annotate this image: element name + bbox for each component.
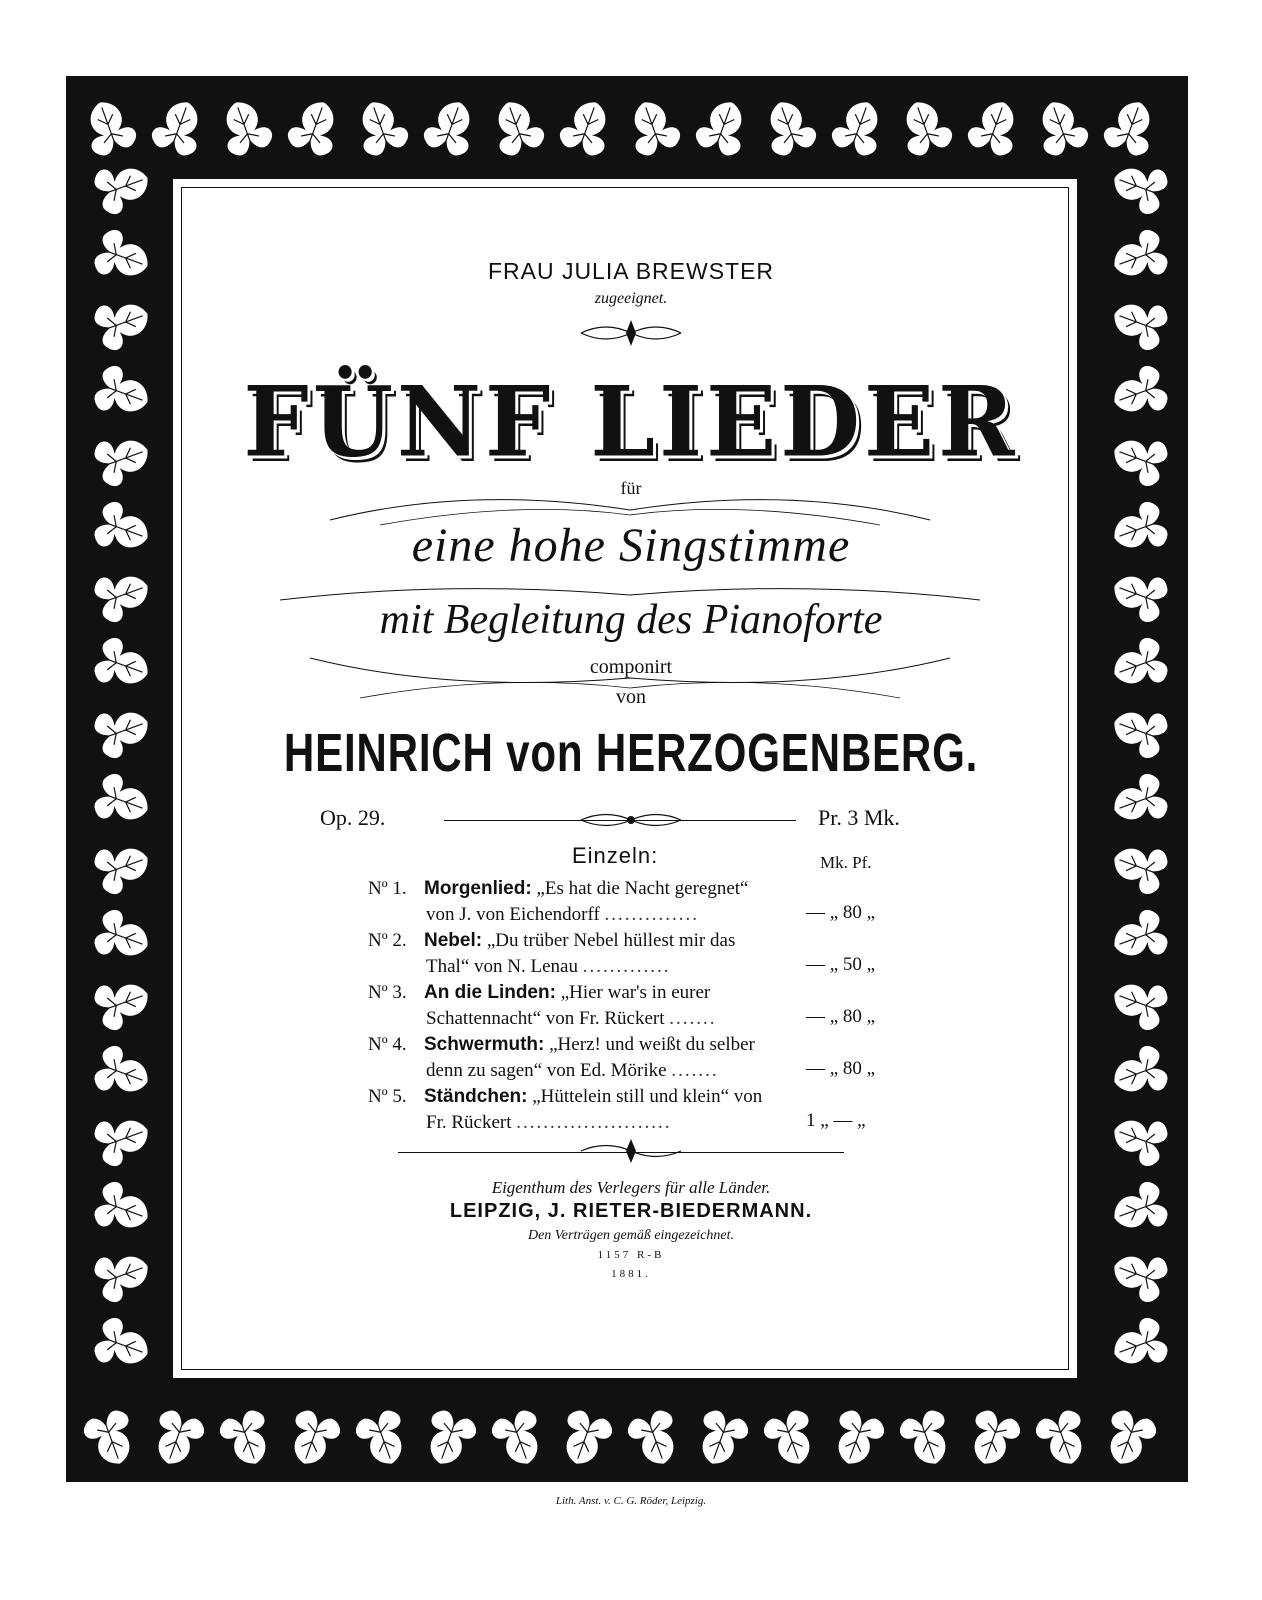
list-item <box>368 980 717 1032</box>
publisher-name: LEIPZIG, J. RIETER-BIEDERMANN. <box>449 1200 813 1222</box>
fuer-label: für <box>620 478 642 498</box>
flourish-ornament-bottom <box>576 1136 686 1166</box>
song-number: Nº 5. <box>368 1086 407 1107</box>
list-item <box>368 928 735 980</box>
song-price: — „ 80 „ <box>806 1058 876 1079</box>
flourish-ornament-middle <box>576 806 686 834</box>
song-author: Schattennacht“ von Fr. Rückert <box>426 1008 665 1029</box>
song-incipit: „Es hat die Nacht geregnet“ <box>536 878 749 899</box>
registration-notice: Den Verträgen gemäß eingezeichnet. <box>527 1228 735 1243</box>
composer-name: HEINRICH von HERZOGENBERG. <box>283 723 979 783</box>
currency-header: Mk. Pf. <box>820 853 872 872</box>
main-title: FÜNF LIEDER <box>243 365 1019 479</box>
publication-year: 1881. <box>611 1268 651 1280</box>
einzeln-heading: Einzeln: <box>572 843 659 868</box>
dedicatee-name: FRAU JULIA BREWSTER <box>487 258 775 284</box>
song-title: Schwermuth: <box>424 1034 545 1055</box>
list-item <box>368 1084 762 1136</box>
leader-dots: ............. <box>582 956 671 977</box>
componirt-label: componirt <box>589 656 673 678</box>
song-author: von J. von Eichendorff <box>426 904 600 925</box>
leader-dots: ....... <box>669 1008 717 1029</box>
leader-dots: .............. <box>604 904 700 925</box>
song-incipit: „Du trüber Nebel hüllest mir das <box>486 930 736 951</box>
accompaniment-subtitle: mit Begleitung des Pianoforte <box>379 597 883 643</box>
dedication-word: zugeeignet. <box>594 290 668 307</box>
leader-dots: ....... <box>671 1060 719 1081</box>
voice-subtitle: eine hohe Singstimme <box>411 519 851 572</box>
leader-dots: ....................... <box>516 1112 672 1133</box>
collection-price: Pr. 3 Mk. <box>818 805 900 830</box>
song-number: Nº 2. <box>368 930 407 951</box>
song-author: denn zu sagen“ von Ed. Mörike <box>426 1060 667 1081</box>
list-item <box>368 1032 755 1084</box>
song-title: Morgenlied: <box>424 878 532 899</box>
song-price: — „ 50 „ <box>806 954 876 975</box>
song-price: — „ 80 „ <box>806 902 876 923</box>
song-number: Nº 3. <box>368 982 407 1003</box>
opus-number: Op. 29. <box>320 805 386 830</box>
song-price: 1 „ — „ <box>806 1110 866 1131</box>
song-incipit: „Hüttelein still und klein“ von <box>532 1086 763 1107</box>
song-title: Nebel: <box>424 930 483 951</box>
song-author: Thal“ von N. Lenau <box>426 956 578 977</box>
song-incipit: „Hier war's in eurer <box>560 982 711 1003</box>
song-title: An die Linden: <box>424 982 556 1003</box>
flourish-ornament-top <box>576 316 686 350</box>
von-label: von <box>616 686 646 708</box>
song-author: Fr. Rückert <box>426 1112 512 1133</box>
rights-notice: Eigenthum des Verlegers für alle Länder. <box>491 1178 771 1197</box>
song-number: Nº 4. <box>368 1034 407 1055</box>
list-item <box>368 876 748 928</box>
plate-number: 1157 R-B <box>597 1249 665 1261</box>
song-number: Nº 1. <box>368 878 407 899</box>
song-incipit: „Herz! und weißt du selber <box>549 1034 755 1055</box>
lithographer-credit: Lith. Anst. v. C. G. Röder, Leipzig. <box>555 1495 707 1507</box>
song-title: Ständchen: <box>424 1086 528 1107</box>
song-price: — „ 80 „ <box>806 1006 876 1027</box>
